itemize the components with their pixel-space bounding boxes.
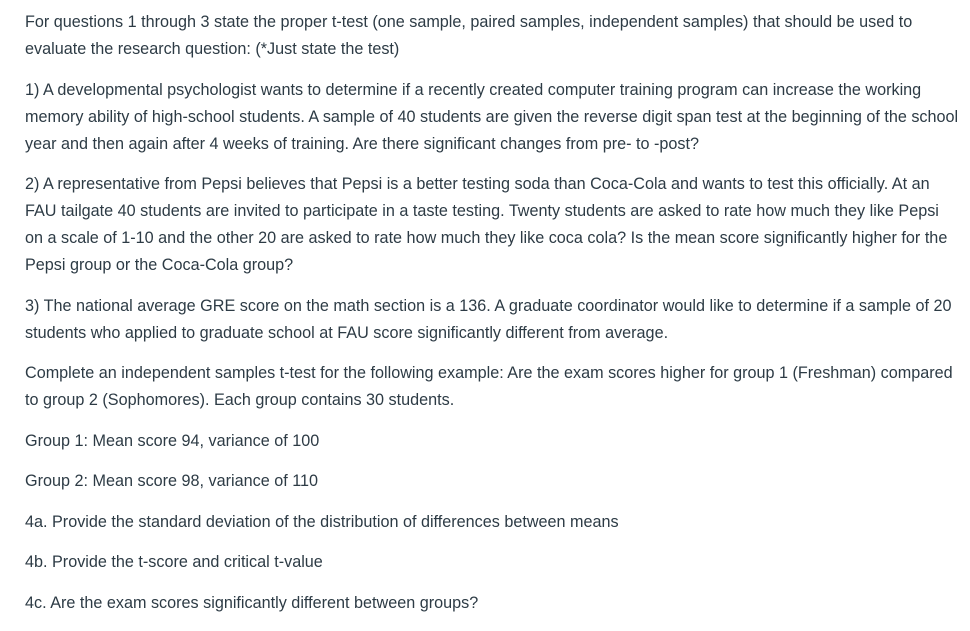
- group-1-stats: Group 1: Mean score 94, variance of 100: [25, 431, 320, 450]
- document-body: [25, 9, 960, 630]
- instruction-paragraph: Complete an independent samples t-test for the following example: Are the exam scores higher for group 1 (Freshman) compared to group 2 (Sophomores). Each group contains 30 students.: [25, 364, 953, 409]
- question-3: 3) The national average GRE score on the math section is a 136. A graduate coordinator would like to determine if a sample of 20 students who applied to graduate school at FAU score significantly different from average.: [25, 296, 952, 342]
- group-2-stats: Group 2: Mean score 98, variance of 110: [25, 472, 319, 490]
- intro-paragraph: For questions 1 through 3 state the proper t-test (one sample, paired samples, independent samples) that should be used to evaluate the research question: (*Just state the test): [25, 13, 913, 58]
- question-4b: 4b. Provide the t-score and critical t-value: [25, 553, 323, 571]
- question-2: 2) A representative from Pepsi believes that Pepsi is a better testing soda than Coca-Cola and wants to test this officially. At an FAU tailgate 40 students are invited to participate in a taste testing. Twenty students are asked to rate how much they like Pepsi on a scale of 1-10 and the other 20 are asked to rate how much they like coca cola? Is the mean score significantly higher for the Pepsi group or the Coca-Cola group?: [25, 175, 948, 274]
- question-1: 1) A developmental psychologist wants to determine if a recently created computer training program can increase the working memory ability of high-school students. A sample of 40 students are given the reverse digit span test at the beginning of the school year and then again after 4 weeks of training. Are there significant changes from pre- to -post?: [25, 80, 959, 153]
- question-4a: 4a. Provide the standard deviation of the distribution of differences between means: [25, 512, 619, 531]
- question-4c: 4c. Are the exam scores significantly different between groups?: [25, 593, 479, 612]
